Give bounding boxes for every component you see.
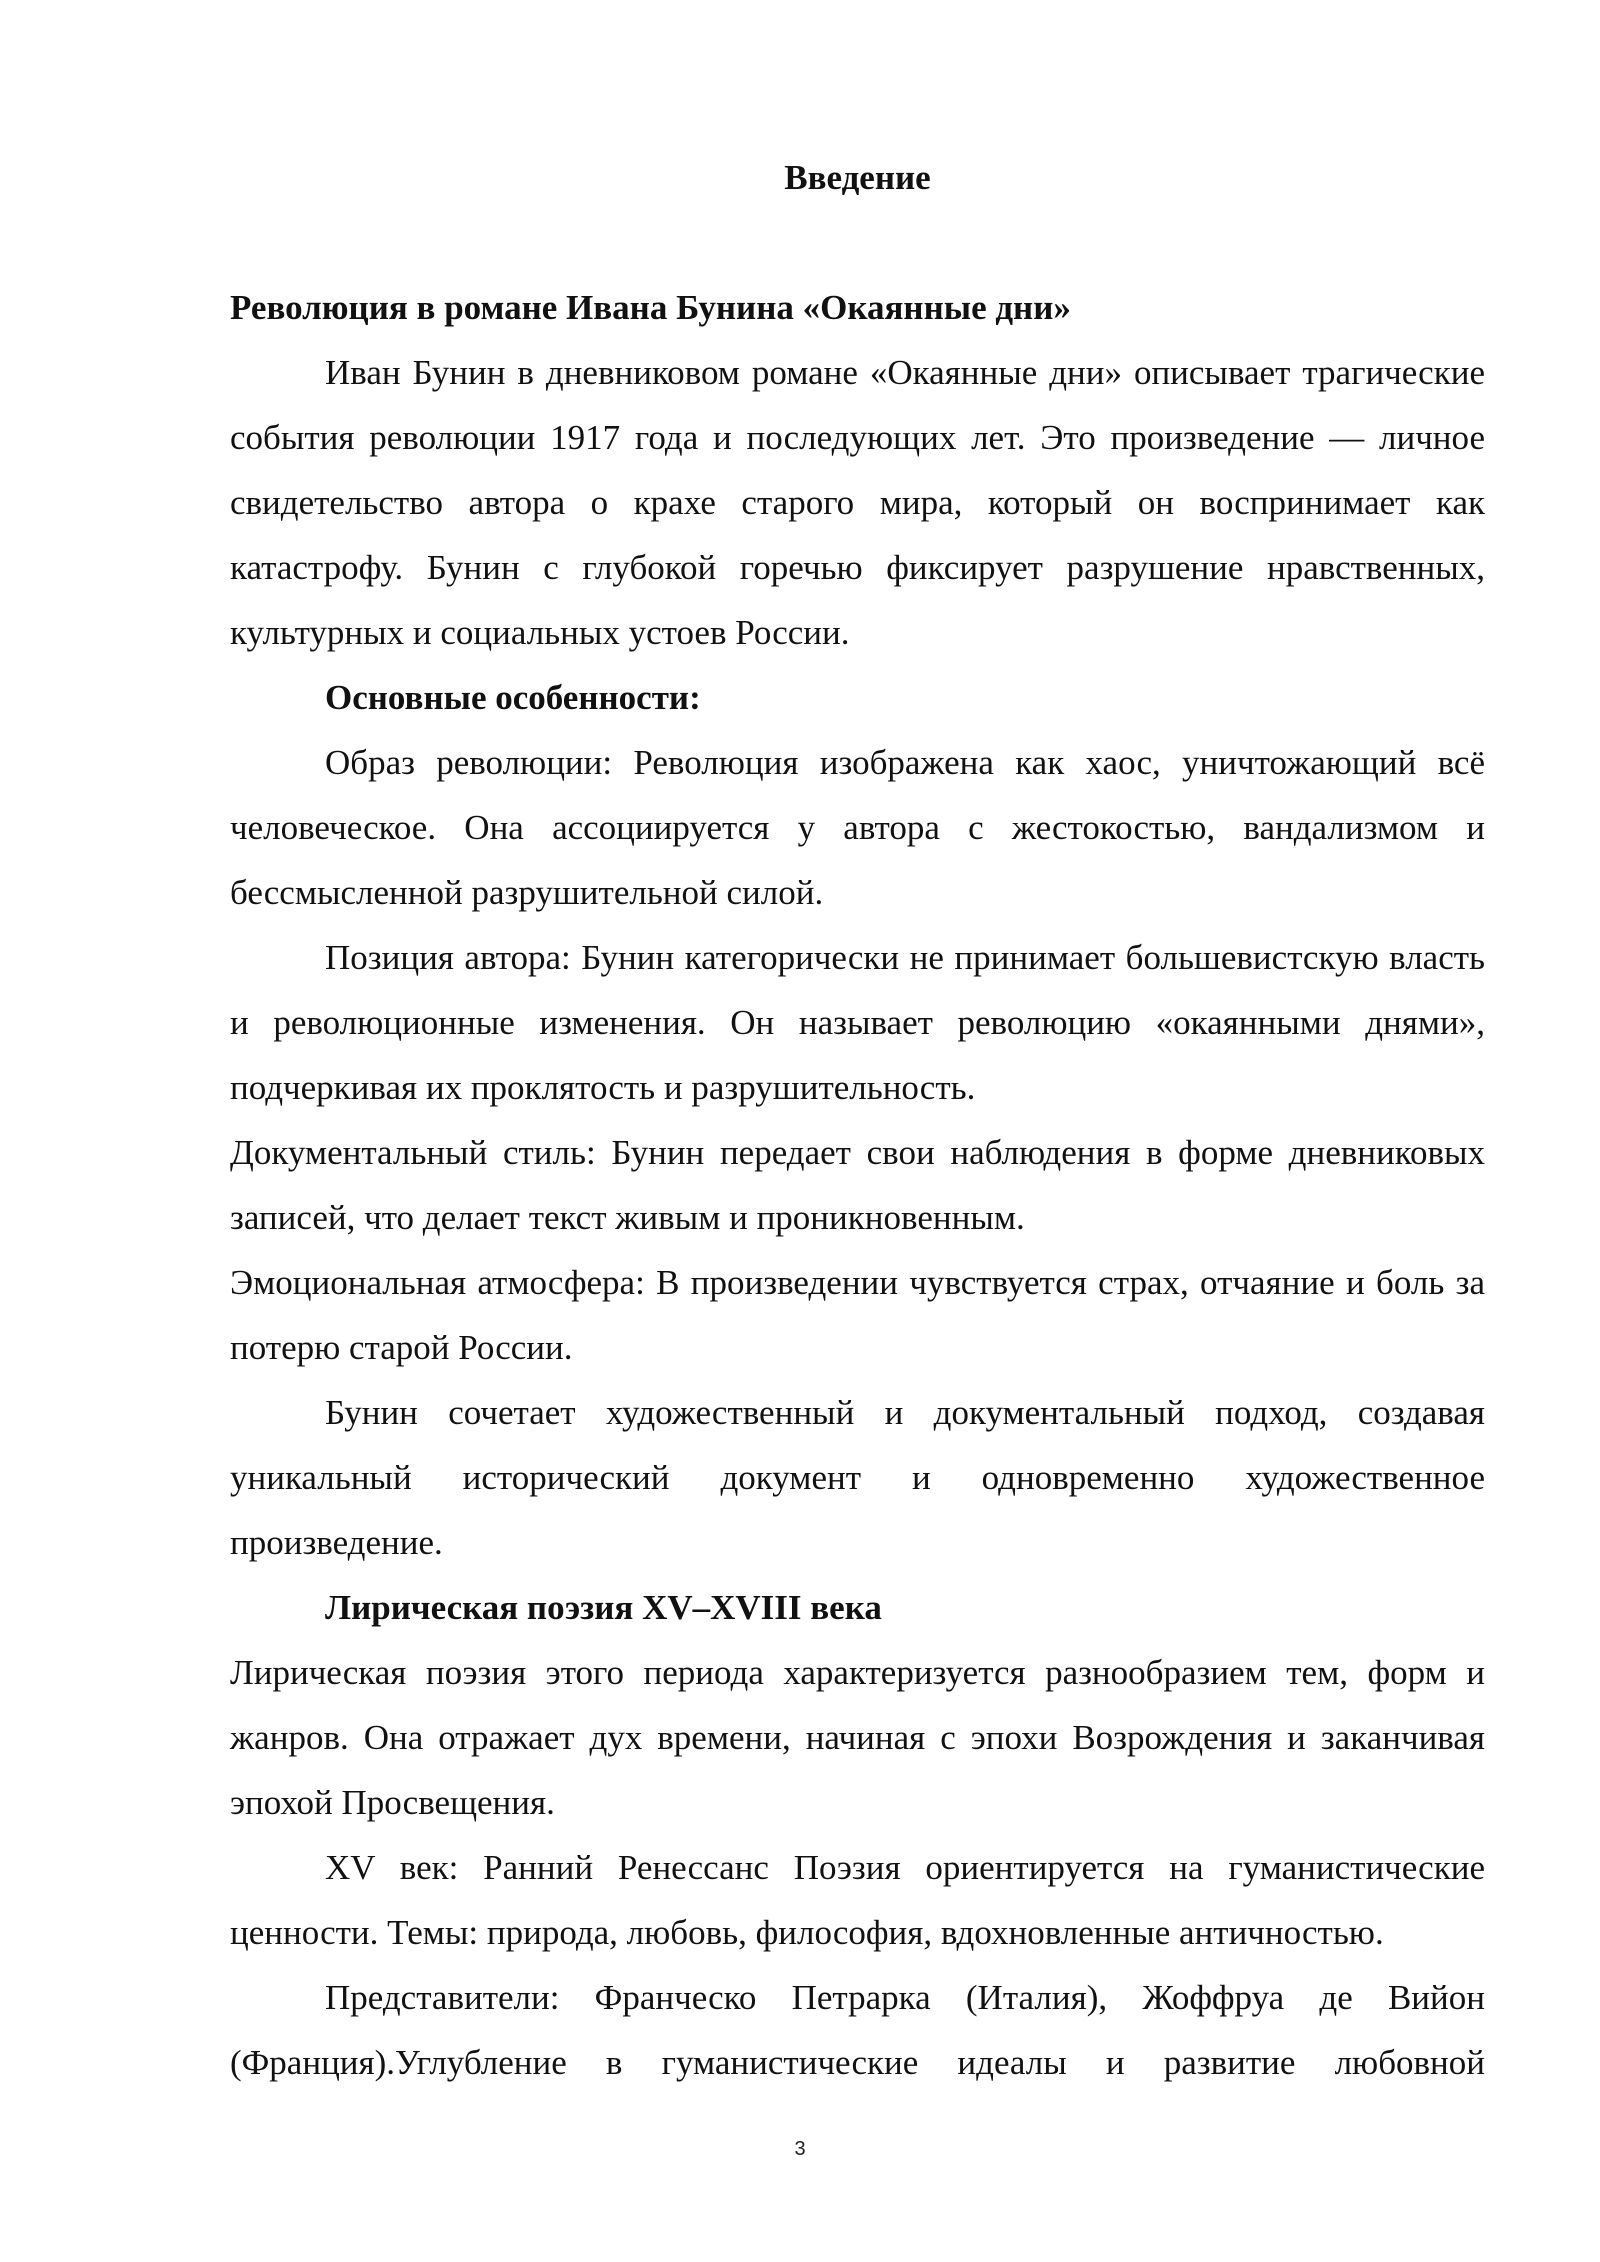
paragraph-feature-position: Позиция автора: Бунин категорически не принимает большевистскую власть и революционные изменения. Он называет революцию «окаянными днями», подчеркивая их проклятость и разрушительность. — [230, 938, 1485, 1107]
paragraph-feature-image: Образ революции: Революция изображена как хаос, уничтожающий всё человеческое. Она ассоциируется у автора с жестокостью, вандализмом и бессмысленной разрушительной силой. — [230, 743, 1485, 912]
page-content — [230, 145, 1485, 2095]
paragraph-lyric-intro: Лирическая поэзия этого периода характеризуется разнообразием тем, форм и жанров. Она отражает дух времени, начиная с эпохи Возрождения и заканчивая эпохой Просвещения. — [230, 1653, 1485, 1822]
paragraph-century-15: XV век: Ранний Ренессанс Поэзия ориентируется на гуманистические ценности. Темы: природа, любовь, философия, вдохновленные античностью. — [230, 1848, 1485, 1952]
section-heading-bunin: Революция в романе Ивана Бунина «Окаянные дни» — [230, 288, 1071, 327]
paragraph-bunin-conclusion: Бунин сочетает художественный и документальный подход, создавая уникальный исторический документ и одновременно художественное произведение. — [230, 1393, 1485, 1562]
paragraph-representatives: Представители: Франческо Петрарка (Италия), Жоффруа де Вийон (Франция).Углубление в гуманистические идеалы и развитие любовной — [230, 1978, 1485, 2082]
title-spacer — [230, 210, 1485, 275]
subheading-features: Основные особенности: — [325, 678, 701, 717]
paragraph-feature-emotion: Эмоциональная атмосфера: В произведении чувствуется страх, отчаяние и боль за потерю старой России. — [230, 1263, 1485, 1367]
page-title: Введение — [784, 158, 931, 197]
paragraph-bunin-intro: Иван Бунин в дневниковом романе «Окаянные дни» описывает трагические события революции 1917 года и последующих лет. Это произведение — личное свидетельство автора о крахе старого мира, который он воспринимает как катастрофу. Бунин с глубокой горечью фиксирует разрушение нравственных, культурных и социальных устоев России. — [230, 353, 1485, 652]
section-heading-lyric-poetry: Лирическая поэзия XV–XVIII века — [325, 1588, 882, 1627]
paragraph-feature-style: Документальный стиль: Бунин передает свои наблюдения в форме дневниковых записей, что делает текст живым и проникновенным. — [230, 1133, 1485, 1237]
page-number: 3 — [794, 2138, 806, 2160]
